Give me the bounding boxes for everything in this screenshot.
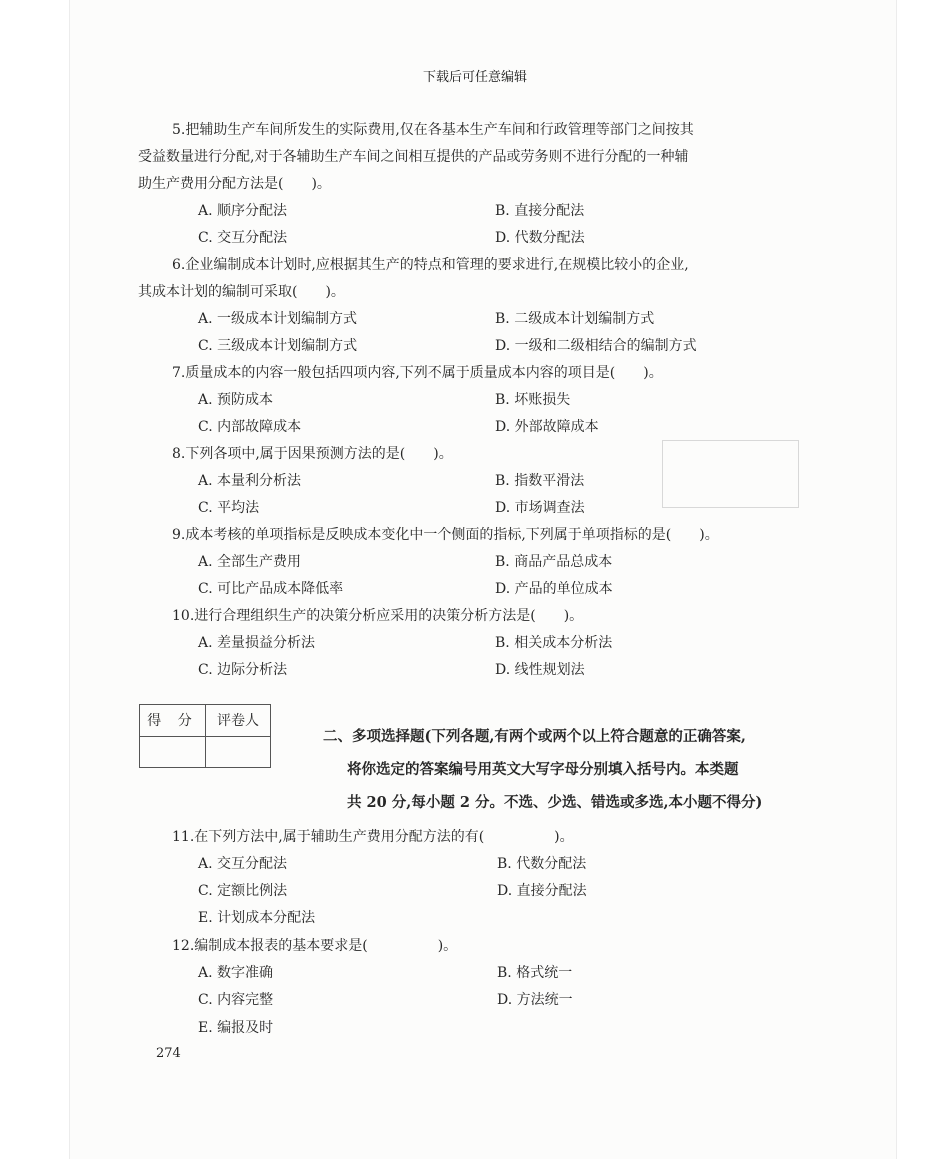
section-2-title-line-3: 共 20 分,每小题 2 分。不选、少选、错选或多选,本小题不得分)	[347, 794, 763, 811]
question-9-line-1: 9.成本考核的单项指标是反映成本变化中一个侧面的指标,下列属于单项指标的是( )。	[172, 527, 719, 543]
q7-option-d: D. 外部故障成本	[495, 419, 599, 435]
question-8-line-1: 8.下列各项中,属于因果预测方法的是( )。	[172, 446, 453, 462]
q8-option-c: C. 平均法	[198, 500, 260, 516]
q6-option-b: B. 二级成本计划编制方式	[495, 311, 655, 327]
header-note: 下载后可任意编辑	[422, 70, 527, 85]
question-7-line-1: 7.质量成本的内容一般包括四项内容,下列不属于质量成本内容的项目是( )。	[172, 365, 663, 381]
q11-option-c: C. 定额比例法	[198, 883, 288, 899]
q9-option-b: B. 商品产品总成本	[495, 554, 613, 570]
q6-option-a: A. 一级成本计划编制方式	[198, 311, 358, 327]
q12-option-e: E. 编报及时	[198, 1020, 274, 1036]
q10-option-a: A. 差量损益分析法	[198, 635, 316, 651]
question-5-line-3: 助生产费用分配方法是( )。	[138, 176, 331, 192]
bleed-through-box	[662, 440, 799, 508]
q5-option-c: C. 交互分配法	[198, 230, 288, 246]
score-label: 得 分	[147, 713, 198, 729]
question-11-stem: 11.在下列方法中,属于辅助生产费用分配方法的有( )。	[172, 829, 574, 845]
q9-option-d: D. 产品的单位成本	[495, 581, 613, 597]
question-5-line-1: 5.把辅助生产车间所发生的实际费用,仅在各基本生产车间和行政管理等部门之间按其	[172, 122, 694, 138]
q12-option-c: C. 内容完整	[198, 992, 274, 1008]
grader-label: 评卷人	[217, 713, 259, 729]
q5-option-d: D. 代数分配法	[495, 230, 585, 246]
q12-option-d: D. 方法统一	[497, 992, 573, 1008]
score-table	[139, 704, 271, 768]
q5-option-a: A. 顺序分配法	[198, 203, 288, 219]
q7-option-b: B. 坏账损失	[495, 392, 571, 408]
q7-option-a: A. 预防成本	[198, 392, 274, 408]
q10-option-d: D. 线性规划法	[495, 662, 585, 678]
question-10-line-1: 10.进行合理组织生产的决策分析应采用的决策分析方法是( )。	[172, 608, 584, 624]
q5-option-b: B. 直接分配法	[495, 203, 585, 219]
q10-option-b: B. 相关成本分析法	[495, 635, 613, 651]
q11-option-b: B. 代数分配法	[497, 856, 587, 872]
score-table-rule	[140, 736, 270, 737]
question-6-line-1: 6.企业编制成本计划时,应根据其生产的特点和管理的要求进行,在规模比较小的企业,	[172, 257, 689, 273]
q7-option-c: C. 内部故障成本	[198, 419, 302, 435]
q8-option-a: A. 本量利分析法	[198, 473, 302, 489]
section-2-title-line-2: 将你选定的答案编号用英文大写字母分别填入括号内。本类题	[347, 761, 739, 778]
q8-option-d: D. 市场调查法	[495, 500, 585, 516]
q8-option-b: B. 指数平滑法	[495, 473, 585, 489]
question-6-line-2: 其成本计划的编制可采取( )。	[138, 284, 345, 300]
page-number: 274	[156, 1046, 181, 1061]
q11-option-e: E. 计划成本分配法	[198, 910, 316, 926]
q12-option-b: B. 格式统一	[497, 965, 573, 981]
q11-option-a: A. 交互分配法	[198, 856, 288, 872]
q11-option-d: D. 直接分配法	[497, 883, 587, 899]
q9-option-a: A. 全部生产费用	[198, 554, 302, 570]
q12-option-a: A. 数字准确	[198, 965, 274, 981]
q6-option-d: D. 一级和二级相结合的编制方式	[495, 338, 697, 354]
section-2-title-line-1: 二、多项选择题(下列各题,有两个或两个以上符合题意的正确答案,	[323, 728, 746, 745]
q9-option-c: C. 可比产品成本降低率	[198, 581, 344, 597]
q10-option-c: C. 边际分析法	[198, 662, 288, 678]
question-12-stem: 12.编制成本报表的基本要求是( )。	[172, 938, 458, 954]
q6-option-c: C. 三级成本计划编制方式	[198, 338, 358, 354]
question-5-line-2: 受益数量进行分配,对于各辅助生产车间之间相互提供的产品或劳务则不进行分配的一种辅	[138, 149, 689, 165]
